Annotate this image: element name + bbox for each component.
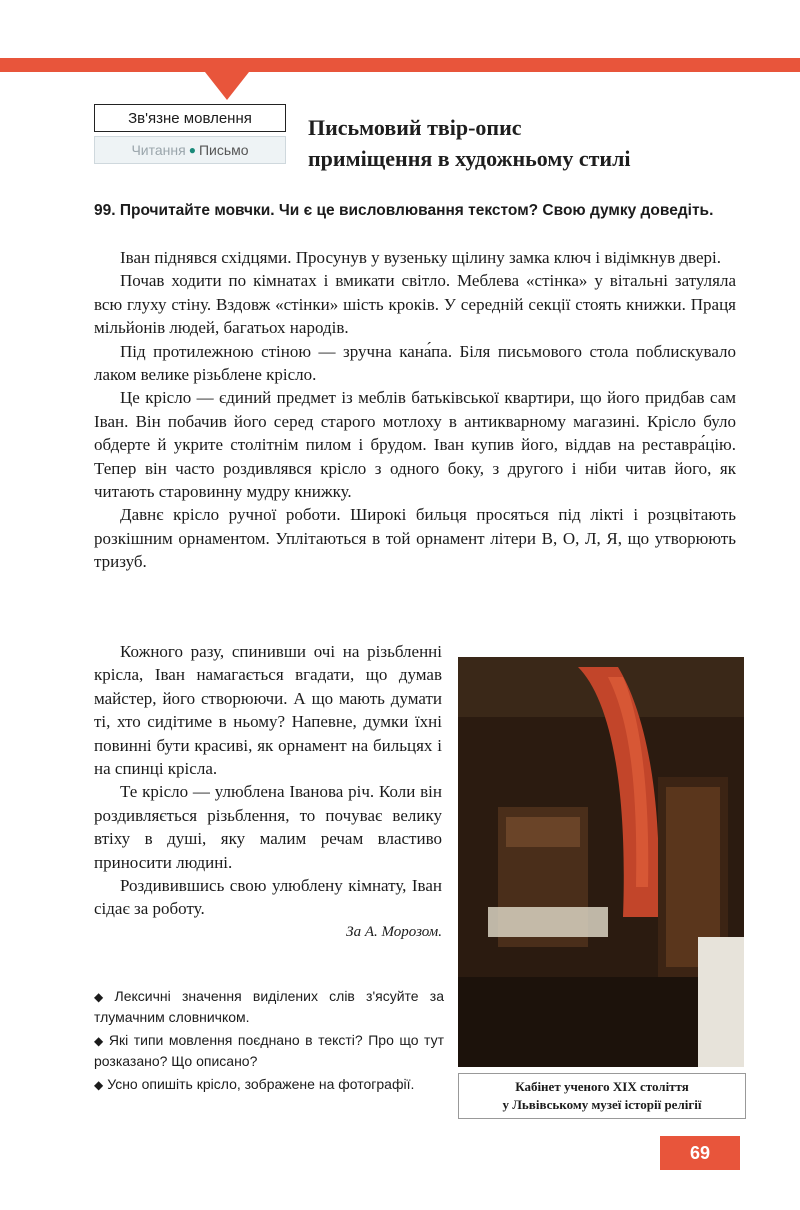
sublabel-writing: Письмо: [198, 142, 249, 158]
question-text: Лексичні значення виділених слів з'ясуйте за тлумачним словничком.: [94, 988, 444, 1025]
section-label-text: Зв'язне мовлення: [128, 109, 252, 127]
page-title: [308, 112, 768, 174]
author-attribution: За А. Морозом.: [346, 923, 442, 940]
questions-list: [94, 986, 444, 1098]
question-item: [94, 1074, 444, 1095]
page-number: 69: [660, 1136, 740, 1170]
caption-line-1: Кабінет ученого XIX століття: [515, 1079, 689, 1094]
question-text: Які типи мовлення поєднано в тексті? Про що тут розказано? Що описано?: [94, 1032, 445, 1069]
diamond-bullet-icon: ◆: [94, 1034, 105, 1048]
main-text: [94, 246, 736, 574]
top-accent-bar: [0, 58, 800, 72]
paragraph: Давнє крісло ручної роботи. Широкі бильця просяться під лікті і розцвітають розкішним орнаментом. Уплітаються в той орнамент літери В, О, Л, Я, що утворюють тризуб.: [94, 505, 736, 572]
question-item: [94, 986, 444, 1027]
paragraph: Кожного разу, спинивши очі на різьбленні крісла, Іван намагається вгадати, що думав майстер, його створюючи. А що мають думати ті, хто сидітиме в ньому? Напевне, думки їхні повинні бути красиві, як орнамент на бильцях і на спинці крісла.: [94, 642, 442, 779]
caption-line-2: у Львівському музеї історії релігії: [502, 1097, 702, 1112]
title-line-2: приміщення в художньому стилі: [308, 146, 631, 171]
question-item: [94, 1030, 444, 1071]
accent-bar-tip: [205, 72, 249, 100]
diamond-bullet-icon: ◆: [94, 1078, 104, 1092]
narrow-text: [94, 640, 442, 944]
paragraph: Іван піднявся східцями. Просунув у вузеньку щілину замка ключ і відімкнув двері.: [120, 248, 721, 267]
task-instruction: 99. Прочитайте мовчки. Чи є це висловлювання текстом? Свою думку доведіть.: [94, 202, 714, 219]
sublabel-reading: Читання: [131, 142, 186, 158]
armchair-photo: [458, 657, 744, 1067]
section-sublabel: [94, 136, 286, 164]
paragraph: Роздивившись свою улюблену кімнату, Іван сідає за роботу.: [94, 876, 442, 919]
question-text: Усно опишіть крісло, зображене на фотографії.: [107, 1076, 415, 1092]
paragraph: Під протилежною стіною — зручна кана́па. Біля письмового стола поблискувало лаком велике різьблене крісло.: [94, 341, 736, 385]
paragraph: Почав ходити по кімнатах і вмикати світло. Меблева «стінка» у вітальні затуляла всю глуху стіну. Вздовж «стінки» шість кроків. У середній секції стоять книжки. Праця мільйонів людей, багатьох народів.: [94, 271, 736, 338]
section-label: [94, 104, 286, 132]
title-line-1: Письмовий твір-опис: [308, 115, 522, 140]
bullet-dot-icon: ●: [188, 143, 196, 157]
paragraph: Це крісло — єдиний предмет із меблів батьківської квартири, що його придбав сам Іван. Він побачив його серед старого мотлоху в антикварному магазині. Крісло було обдерте й укрите столітнім пилом і брудом. Іван купив його, віддав на реставра́цію. Тепер він часто роздивлявся крісло з одного боку, з другого і ніби читав його, як читають старовинну мудру книжку.: [94, 388, 736, 502]
paragraph: Те крісло — улюблена Іванова річ. Коли він роздивляється різьблення, то почуває велику втіху в душі, яку малим речам властиво приносити людині.: [94, 782, 442, 872]
diamond-bullet-icon: ◆: [94, 990, 111, 1004]
photo-caption: [458, 1073, 746, 1119]
